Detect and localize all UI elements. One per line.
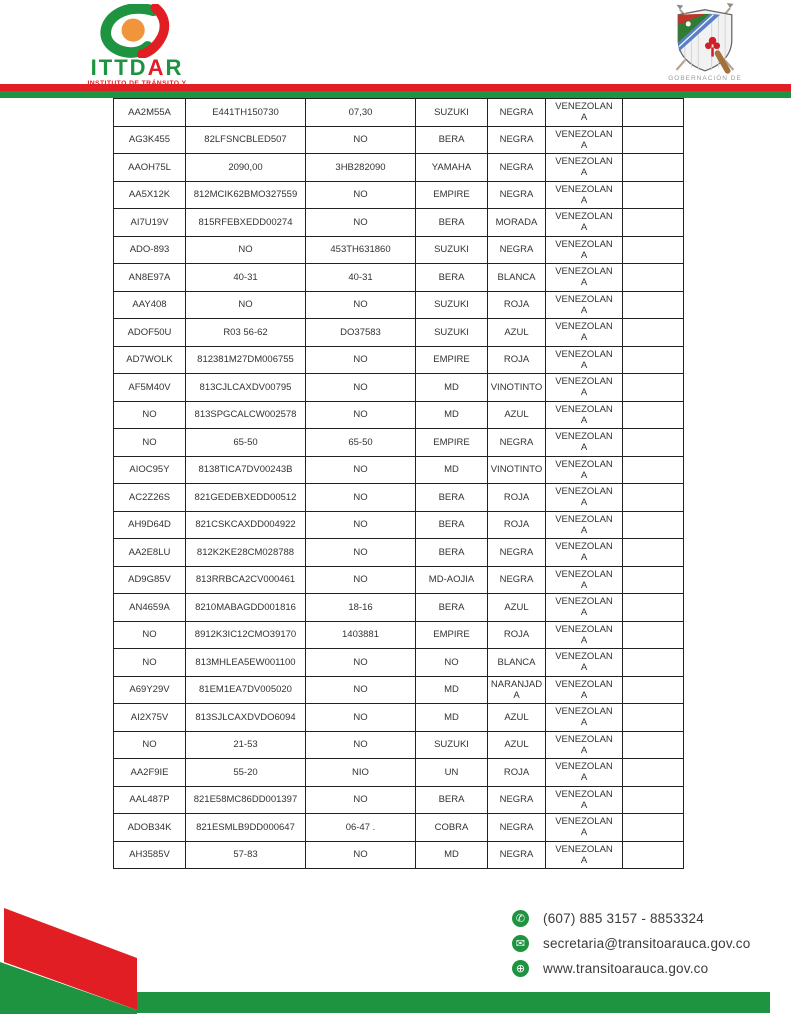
table-cell: AA2F9IE [114,759,186,787]
table-cell: NEGRA [488,181,546,209]
table-cell: SUZUKI [416,319,488,347]
table-cell: NO [306,181,416,209]
table-cell [623,346,684,374]
table-cell: YAMAHA [416,154,488,182]
table-cell: 18-16 [306,594,416,622]
table-cell: DO37583 [306,319,416,347]
table-cell: AZUL [488,704,546,732]
table-cell [623,566,684,594]
header-stripe-green [0,91,791,98]
table-cell: NO [306,291,416,319]
table-cell: 8138TICA7DV00243B [186,456,306,484]
table-cell: UN [416,759,488,787]
table-cell: VENEZOLANA [546,649,623,677]
contact-block [512,910,750,985]
table-cell: VENEZOLANA [546,786,623,814]
table-cell [623,786,684,814]
table-cell: VENEZOLANA [546,456,623,484]
table-cell [623,484,684,512]
table-cell: AAOH75L [114,154,186,182]
vehicle-table [113,98,684,869]
table-cell: NO [114,401,186,429]
table-cell: NEGRA [488,429,546,457]
table-cell: AA5X12K [114,181,186,209]
table-cell: 40-31 [186,264,306,292]
table-cell: R03 56-62 [186,319,306,347]
table-cell: ROJA [488,291,546,319]
table-cell: 06-47 . [306,814,416,842]
table-cell: ADO-893 [114,236,186,264]
table-cell [623,401,684,429]
table-cell: 813SJLCAXDVDO6094 [186,704,306,732]
table-cell: ADOB34K [114,814,186,842]
table-row [114,676,684,704]
table-cell: AZUL [488,319,546,347]
table-cell: NO [306,841,416,869]
table-cell: VINOTINTO [488,456,546,484]
table-cell [623,99,684,127]
table-cell: EMPIRE [416,346,488,374]
table-row [114,264,684,292]
email-address: secretaria@transitoarauca.gov.co [543,936,751,951]
table-cell: AIOC95Y [114,456,186,484]
table-cell: MD [416,841,488,869]
table-cell: NO [306,456,416,484]
table-cell: VENEZOLANA [546,154,623,182]
table-cell: VENEZOLANA [546,126,623,154]
table-cell: NO [306,539,416,567]
table-cell: VENEZOLANA [546,236,623,264]
table-cell: VENEZOLANA [546,346,623,374]
table-row [114,566,684,594]
table-row [114,456,684,484]
table-cell: BERA [416,264,488,292]
table-row [114,319,684,347]
table-row [114,594,684,622]
table-cell: VENEZOLANA [546,99,623,127]
table-cell: 8210MABAGDD001816 [186,594,306,622]
table-cell: NEGRA [488,566,546,594]
table-cell: NEGRA [488,786,546,814]
table-cell: VINOTINTO [488,374,546,402]
table-cell: SUZUKI [416,731,488,759]
table-cell: AF5M40V [114,374,186,402]
table-cell: MD-AOJIA [416,566,488,594]
table-cell: AC2Z26S [114,484,186,512]
table-cell: NO [114,621,186,649]
table-cell: NO [306,566,416,594]
table-cell: VENEZOLANA [546,511,623,539]
table-cell: AZUL [488,731,546,759]
table-cell [623,374,684,402]
table-cell: NO [306,484,416,512]
table-cell: 8912K3IC12CMO39170 [186,621,306,649]
table-cell: AAY408 [114,291,186,319]
table-cell: AH9D64D [114,511,186,539]
table-cell: ROJA [488,621,546,649]
table-cell: MD [416,704,488,732]
table-cell: 82LFSNCBLED507 [186,126,306,154]
table-cell [623,291,684,319]
table-cell: VENEZOLANA [546,759,623,787]
table-cell: BERA [416,594,488,622]
table-row [114,511,684,539]
table-cell: 812MCIK62BMO327559 [186,181,306,209]
table-cell: BLANCA [488,649,546,677]
table-cell: MD [416,374,488,402]
table-cell: NO [416,649,488,677]
table-cell [623,181,684,209]
table-cell: AN4659A [114,594,186,622]
vehicle-table-body [114,99,684,869]
contact-email-row [512,935,750,952]
table-cell [623,759,684,787]
table-cell: NO [306,346,416,374]
table-cell [623,319,684,347]
table-cell: NO [306,649,416,677]
table-row [114,291,684,319]
table-cell: MORADA [488,209,546,237]
table-cell [623,731,684,759]
table-row [114,841,684,869]
table-cell: 07,30 [306,99,416,127]
arauca-shield-icon [659,3,751,75]
table-cell: 812K2KE28CM028788 [186,539,306,567]
table-cell: NO [186,291,306,319]
table-cell: NO [306,126,416,154]
table-cell: NO [306,704,416,732]
table-cell: AZUL [488,594,546,622]
table-cell: VENEZOLANA [546,841,623,869]
table-cell: NO [306,209,416,237]
table-row [114,621,684,649]
table-cell: ROJA [488,484,546,512]
table-cell: VENEZOLANA [546,814,623,842]
table-cell: MD [416,456,488,484]
table-cell [623,704,684,732]
table-cell [623,621,684,649]
phone-icon: ✆ [512,910,529,927]
table-cell: 65-50 [186,429,306,457]
table-cell: VENEZOLANA [546,676,623,704]
table-cell [623,429,684,457]
table-cell: ADOF50U [114,319,186,347]
table-cell [623,511,684,539]
table-cell: 1403881 [306,621,416,649]
table-row [114,181,684,209]
table-row [114,814,684,842]
table-cell: AA2M55A [114,99,186,127]
table-cell: BERA [416,786,488,814]
table-row [114,704,684,732]
table-cell: 813CJLCAXDV00795 [186,374,306,402]
table-cell: COBRA [416,814,488,842]
table-row [114,154,684,182]
table-cell: VENEZOLANA [546,429,623,457]
table-row [114,759,684,787]
table-cell: 813SPGCALCW002578 [186,401,306,429]
right-logo-small-text: GOBERNACIÓN DE [668,75,742,82]
contact-phone-row [512,910,750,927]
table-cell: 813RRBCA2CV000461 [186,566,306,594]
phone-number: (607) 885 3157 - 8853324 [543,911,704,926]
table-cell: BERA [416,484,488,512]
table-cell: 65-50 [306,429,416,457]
table-cell: VENEZOLANA [546,209,623,237]
table-cell: NO [306,374,416,402]
table-row [114,126,684,154]
table-cell: AA2E8LU [114,539,186,567]
table-cell: AI7U19V [114,209,186,237]
table-cell: AD9G85V [114,566,186,594]
website-url: www.transitoarauca.gov.co [543,961,709,976]
header-stripe-red [0,84,791,91]
table-cell: 821ESMLB9DD000647 [186,814,306,842]
table-cell: 2090,00 [186,154,306,182]
table-cell: 812381M27DM006755 [186,346,306,374]
table-cell: VENEZOLANA [546,539,623,567]
table-cell: 81EM1EA7DV005020 [186,676,306,704]
table-cell: ROJA [488,511,546,539]
table-row [114,429,684,457]
table-row [114,236,684,264]
globe-icon: ⊕ [512,960,529,977]
ittdar-swirl-icon [93,4,181,58]
table-cell: NO [306,401,416,429]
arauca-coat-of-arms [638,3,772,97]
table-cell: 821GEDEBXEDD00512 [186,484,306,512]
table-cell [623,264,684,292]
table-cell [623,841,684,869]
table-cell: BERA [416,209,488,237]
table-cell: E441TH150730 [186,99,306,127]
table-cell: NO [306,676,416,704]
table-cell: BERA [416,511,488,539]
table-cell: 453TH631860 [306,236,416,264]
table-cell: 815RFEBXEDD00274 [186,209,306,237]
table-cell: NEGRA [488,99,546,127]
table-cell [623,154,684,182]
table-row [114,484,684,512]
table-cell [623,814,684,842]
table-cell: SUZUKI [416,99,488,127]
table-cell: AD7WOLK [114,346,186,374]
table-cell: BLANCA [488,264,546,292]
email-icon: ✉ [512,935,529,952]
table-row [114,649,684,677]
table-cell: NO [186,236,306,264]
table-row [114,539,684,567]
table-cell: VENEZOLANA [546,484,623,512]
table-cell: VENEZOLANA [546,319,623,347]
table-cell: ROJA [488,759,546,787]
table-cell: 821CSKCAXDD004922 [186,511,306,539]
table-cell: 57-83 [186,841,306,869]
table-cell: 21-53 [186,731,306,759]
table-cell: VENEZOLANA [546,566,623,594]
table-cell [623,539,684,567]
table-cell: 3HB282090 [306,154,416,182]
table-cell: A69Y29V [114,676,186,704]
table-cell: AI2X75V [114,704,186,732]
table-cell: NO [306,511,416,539]
table-cell: ROJA [488,346,546,374]
table-row [114,731,684,759]
left-logo-wordmark: ITTDAR [90,55,184,80]
table-cell: 55-20 [186,759,306,787]
table-cell: VENEZOLANA [546,621,623,649]
table-cell: VENEZOLANA [546,731,623,759]
table-cell: VENEZOLANA [546,401,623,429]
table-cell: BERA [416,126,488,154]
contact-website-row [512,960,750,977]
table-row [114,346,684,374]
table-row [114,786,684,814]
table-cell: NEGRA [488,841,546,869]
table-cell: VENEZOLANA [546,181,623,209]
table-cell: AG3K455 [114,126,186,154]
table-cell [623,236,684,264]
table-cell: AAL487P [114,786,186,814]
table-cell: VENEZOLANA [546,264,623,292]
table-cell: NO [114,731,186,759]
table-cell: EMPIRE [416,429,488,457]
table-cell: 813MHLEA5EW001100 [186,649,306,677]
table-cell [623,649,684,677]
table-cell: NARANJADA [488,676,546,704]
table-cell [623,676,684,704]
table-cell: VENEZOLANA [546,594,623,622]
table-cell: AN8E97A [114,264,186,292]
table-row [114,209,684,237]
table-cell: 40-31 [306,264,416,292]
table-row [114,401,684,429]
table-cell: 821E58MC86DD001397 [186,786,306,814]
table-cell [623,209,684,237]
table-cell: NEGRA [488,126,546,154]
table-row [114,374,684,402]
table-cell: NEGRA [488,154,546,182]
table-cell: EMPIRE [416,621,488,649]
table-cell: SUZUKI [416,291,488,319]
table-cell: EMPIRE [416,181,488,209]
table-cell: AH3585V [114,841,186,869]
table-cell [623,594,684,622]
table-cell: NIO [306,759,416,787]
table-cell: AZUL [488,401,546,429]
table-cell: VENEZOLANA [546,374,623,402]
table-cell: NO [114,429,186,457]
table-cell: NO [114,649,186,677]
table-cell: BERA [416,539,488,567]
table-cell: NEGRA [488,814,546,842]
table-cell: VENEZOLANA [546,291,623,319]
table-cell: MD [416,676,488,704]
table-cell [623,126,684,154]
table-cell: NO [306,731,416,759]
table-cell [623,456,684,484]
table-row [114,99,684,127]
table-cell: MD [416,401,488,429]
table-cell: NEGRA [488,236,546,264]
table-cell: VENEZOLANA [546,704,623,732]
table-cell: SUZUKI [416,236,488,264]
table-cell: NEGRA [488,539,546,567]
ittdar-logo [52,4,222,95]
table-cell: NO [306,786,416,814]
